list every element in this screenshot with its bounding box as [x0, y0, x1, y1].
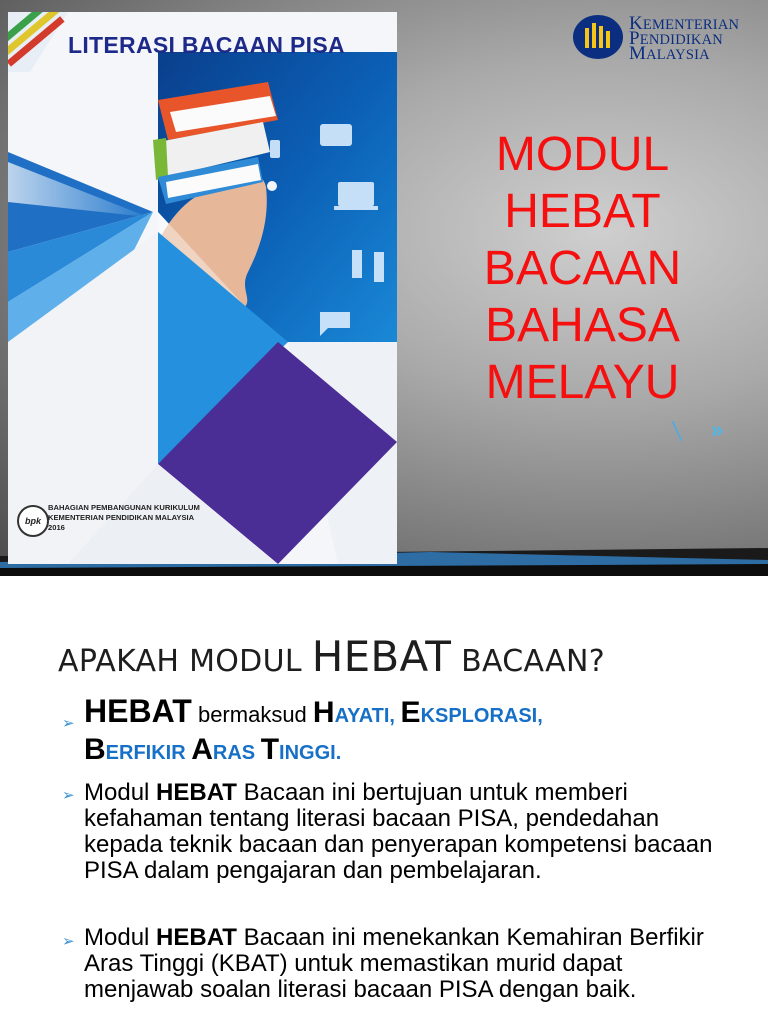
cover-footer-ministry: KEMENTERIAN PENDIDIKAN MALAYSIA: [48, 513, 195, 522]
ministry-logo-icon: [572, 14, 624, 60]
bullet-arrow-icon: ➢: [62, 933, 75, 950]
modul-title: [440, 126, 725, 411]
bullet-arrow-icon: ➢: [62, 715, 75, 732]
bullet-module-purpose: Modul HEBAT Bacaan ini bertujuan untuk memberi kefahaman tentang literasi bacaan PISA, pendedahan kepada teknik bacaan dan penyerapan kompetensi bacaan PISA dalam pengajaran dan pembelajaran.: [84, 779, 713, 884]
modul-title-line: BACAAN: [483, 242, 682, 295]
cover-footer-year: 2016: [48, 523, 65, 532]
bullet-hebat-definition: HEBAT bermaksud HAYATI, EKSPLORASI, BERFIKIR ARAS TINGGI.: [84, 693, 543, 766]
cover-artwork: [8, 12, 397, 564]
book-cover: [8, 12, 397, 564]
slide-2-title: APAKAH MODUL HEBAT BACAAN?: [58, 632, 605, 681]
bullet-module-kbat: Modul HEBAT Bacaan ini menekankan Kemahiran Berfikir Aras Tinggi (KBAT) untuk memastikan murid dapat menjawab soalan literasi bacaan PISA dengan baik.: [84, 924, 704, 1003]
modul-title-line: MODUL: [495, 128, 670, 181]
modul-title-line: MELAYU: [485, 356, 680, 409]
ministry-name: KEMENTERIAN PENDIDIKAN MALAYSIA: [629, 13, 740, 64]
cover-title: LITERASI BACAAN PISA: [68, 32, 345, 58]
slash-decoration: [671, 421, 682, 442]
slide-2: [0, 576, 768, 1024]
modul-title-line: HEBAT: [504, 185, 661, 238]
next-slide-icon[interactable]: »: [711, 417, 721, 442]
cover-footer: [48, 503, 378, 533]
cover-footer-division: BAHAGIAN PEMBANGUNAN KURIKULUM: [48, 503, 200, 512]
bullet-arrow-icon: ➢: [62, 787, 75, 804]
pencils-illustration: [8, 12, 68, 72]
modul-title-line: BAHASA: [485, 299, 680, 352]
bpk-logo: bpk: [17, 505, 49, 537]
